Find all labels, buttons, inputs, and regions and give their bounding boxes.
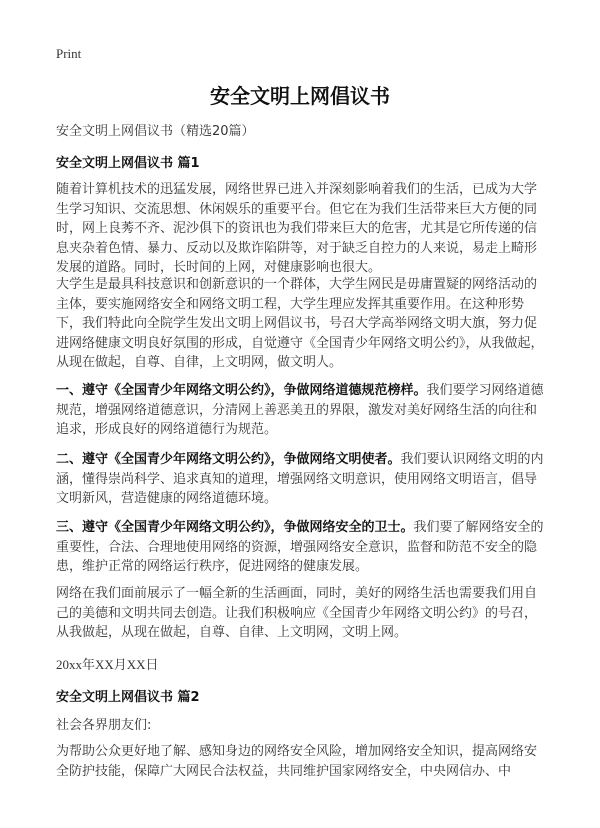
section1-paragraph-2: 大学生是最具科技意识和创新意识的一个群体，大学生网民是毋庸置疑的网络活动的主体，要实施网络安全和网络文明工程，大学生理应发挥其重要作用。在这种形势下，我们特此向全院学生发出文明上网倡议书，号召大学高举网络文明大旗，努力促进网络健康文明良好氛围的形成，自觉遵守《全国青少年网络文明公约》，从我做起，从现在做起，自尊、自律，上文明网，做文明人。 <box>56 277 544 370</box>
section1-paragraph-5 <box>56 518 548 577</box>
section1-heading: 安全文明上网倡议书 篇1 <box>56 156 200 171</box>
section1-paragraph-4 <box>56 450 548 509</box>
section2-heading: 安全文明上网倡议书 篇2 <box>56 690 200 705</box>
section1-date: 20xx年XX月XX日 <box>56 657 159 672</box>
paragraph-3-bold: 一、遵守《全国青少年网络文明公约》，争做网络道德规范榜样。 <box>56 383 427 398</box>
section1-paragraph-6: 网络在我们面前展示了一幅全新的生活画面，同时，美好的网络生活也需要我们用自己的美德和文明共同去创造。让我们积极响应《全国青少年网络文明公约》的号召，从我做起，从现在做起，自尊、自律、上文明网，文明上网。 <box>56 586 538 640</box>
section2-greeting: 社会各界朋友们: <box>56 718 152 733</box>
section2-paragraph-1: 为帮助公众更好地了解、感知身边的网络安全风险，增加网络安全知识，提高网络安全防护技能，保障广大网民合法权益，共同维护国家网络安全，中央网信办、中 <box>56 744 538 779</box>
section1-paragraph-3 <box>56 381 548 440</box>
paragraph-5-bold: 三、遵守《全国青少年网络文明公约》，争做网络安全的卫士。 <box>56 520 414 535</box>
paragraph-5-text: 我们要了解网络安全的重要性，合法、合理地使用网络的资源，增强网络安全意识，监督和防范不安全的隐患，维护正常的网络运行秩序，促进网络的健康发展。 <box>56 520 544 574</box>
document-subtitle: 安全文明上网倡议书（精选20篇） <box>56 124 255 139</box>
paragraph-4-text: 我们要认识网络文明的内涵，懂得崇尚科学、追求真知的道理，增强网络文明意识，使用网络文明语言，倡导文明新风，营造健康的网络道德环境。 <box>56 452 544 506</box>
document-title: 安全文明上网倡议书 <box>210 84 390 108</box>
section1-paragraph-1: 随着计算机技术的迅猛发展，网络世界已进入并深刻影响着我们的生活，已成为大学生学习知识、交流思想、休闲娱乐的重要平台。但它在为我们生活带来巨大方便的同时，网上良莠不齐、泥沙俱下的资讯也为我们带来巨大的危害，尤其是它所传递的信息夹杂着色情、暴力、反动以及欺诈陷阱等，对于缺乏自控力的人来说，易走上畸形发展的道路。同时，长时间的上网，对健康影响也很大。 <box>56 182 538 275</box>
paragraph-3-text: 我们要学习网络道德规范，增强网络道德意识，分清网上善恶美丑的界限，激发对美好网络生活的向往和追求，形成良好的网络道德行为规范。 <box>56 383 544 437</box>
paragraph-4-bold: 二、遵守《全国青少年网络文明公约》，争做网络文明使者。 <box>56 452 401 467</box>
print-label[interactable]: Print <box>56 46 82 61</box>
